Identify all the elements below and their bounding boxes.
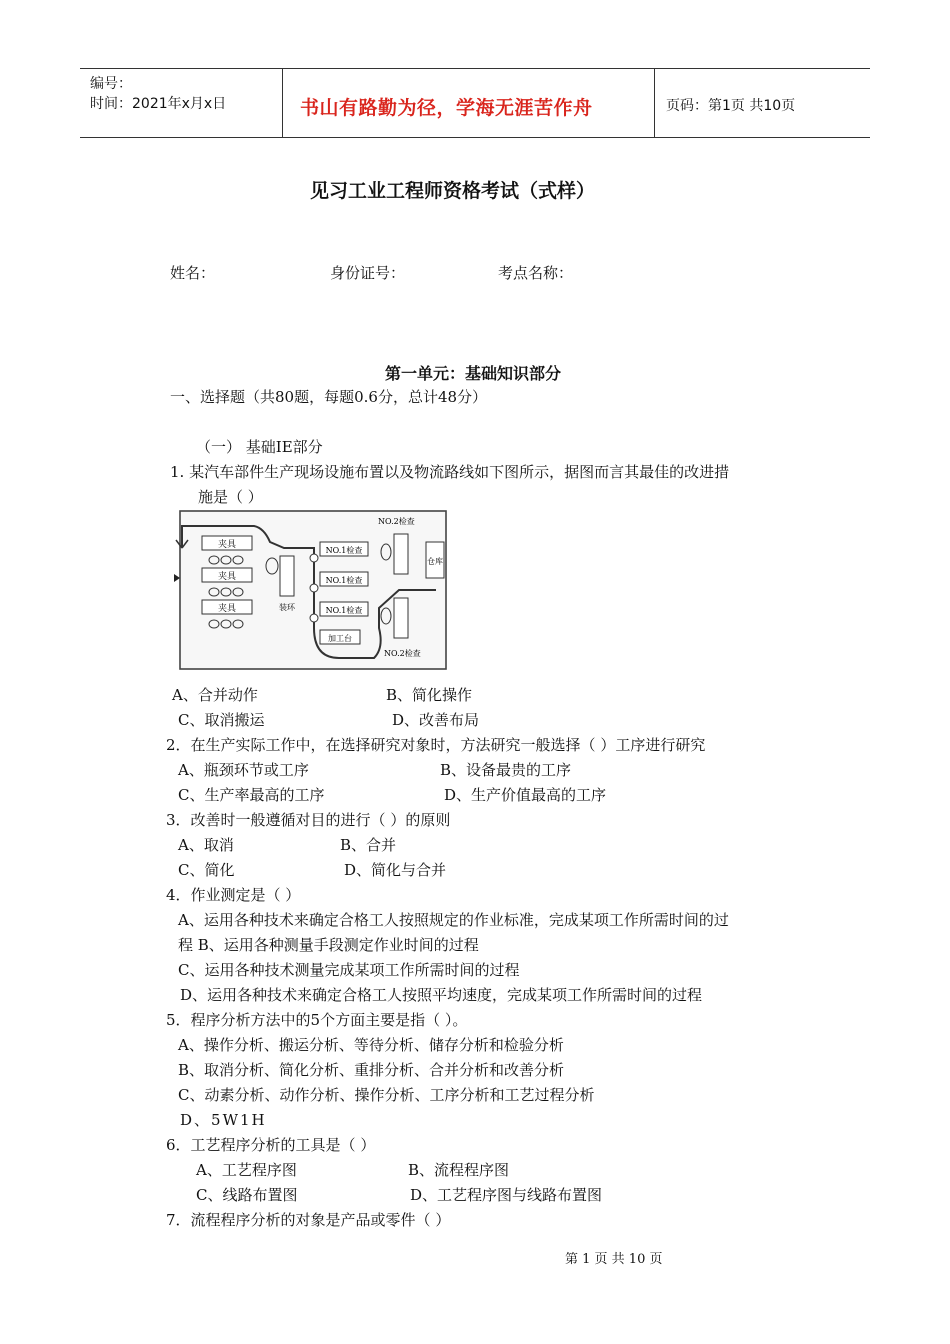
q3-option-d: D、简化与合并 — [344, 861, 447, 879]
header-divider — [282, 69, 283, 137]
layout-diagram — [174, 508, 452, 674]
section-intro: 一、选择题（共80题，每题0.6分，总计48分） — [170, 388, 488, 406]
field-id-label: 身份证号： — [330, 264, 406, 282]
question-1-line-2: 施是（ ） — [198, 488, 263, 506]
q1-option-a: A、合并动作 — [172, 686, 258, 704]
question-7: 7．流程程序分析的对象是产品或零件（ ） — [166, 1211, 451, 1229]
q4-option-c: C、运用各种技术测量完成某项工作所需时间的过程 — [178, 961, 520, 979]
storage-label: 仓库 — [427, 557, 443, 566]
q4-option-a-cont-b: 程 B、运用各种测量手段测定作业时间的过程 — [178, 936, 479, 954]
field-site-label: 考点名称： — [498, 264, 574, 282]
station-label: NO.1检查 — [325, 606, 363, 615]
q5-option-b: B、取消分析、简化分析、重排分析、合并分析和改善分析 — [178, 1061, 565, 1079]
unit-title: 第一单元：基础知识部分 — [385, 364, 562, 383]
q4-option-a: A、运用各种技术来确定合格工人按照规定的作业标准，完成某项工作所需时间的过 — [178, 911, 729, 929]
page-header — [80, 68, 870, 138]
q2-option-d: D、生产价值最高的工序 — [444, 786, 607, 804]
question-5: 5．程序分析方法中的5个方面主要是指（ ）。 — [166, 1011, 468, 1029]
document-title: 见习工业工程师资格考试（式样） — [310, 180, 596, 202]
q1-option-b: B、简化操作 — [386, 686, 473, 704]
page-footer: 第 1 页 共 10 页 — [565, 1252, 663, 1267]
q5-option-a: A、操作分析、搬运分析、等待分析、储存分析和检验分析 — [178, 1036, 564, 1054]
subsection-title: （一） 基础IE部分 — [196, 438, 323, 456]
question-2: 2．在生产实际工作中，在选择研究对象时，方法研究一般选择（ ）工序进行研究 — [166, 736, 706, 754]
question-6: 6．工艺程序分析的工具是（ ） — [166, 1136, 376, 1154]
no2-check-bottom-label: NO.2检查 — [384, 649, 421, 658]
q3-option-b: B、合并 — [340, 836, 397, 854]
question-4: 4．作业测定是（ ） — [166, 886, 301, 904]
q5-option-d: D、5W1H — [180, 1111, 267, 1129]
fixture-label: 夹具 — [217, 572, 237, 582]
q1-option-c: C、取消搬运 — [178, 711, 265, 729]
q4-option-d: D、运用各种技术来确定合格工人按照平均速度，完成某项工作所需时间的过程 — [180, 986, 703, 1004]
q2-option-c: C、生产率最高的工序 — [178, 786, 325, 804]
q6-option-a: A、工艺程序图 — [196, 1161, 297, 1179]
doc-number-label: 编号： — [90, 76, 132, 92]
q3-option-c: C、简化 — [178, 861, 235, 879]
field-name-label: 姓名： — [170, 264, 216, 282]
q2-option-a: A、瓶颈环节或工序 — [178, 761, 309, 779]
q2-option-b: B、设备最贵的工序 — [440, 761, 572, 779]
unit-label: 装环 — [279, 603, 295, 612]
station-label: 加工台 — [328, 634, 352, 643]
q6-option-d: D、工艺程序图与线路布置图 — [410, 1186, 603, 1204]
doc-time-label: 时间：2021年x月x日 — [90, 96, 227, 112]
question-1-line-1: 1. 某汽车部件生产现场设施布置以及物流路线如下图所示，据图而言其最佳的改进措 — [170, 463, 730, 481]
q6-option-c: C、线路布置图 — [196, 1186, 298, 1204]
header-page-info: 页码：第1页 共10页 — [666, 98, 796, 114]
fixture-label: 夹具 — [217, 604, 237, 614]
q6-option-b: B、流程程序图 — [408, 1161, 510, 1179]
station-label: NO.1检查 — [325, 576, 363, 585]
question-3: 3．改善时一般遵循对目的进行（ ）的原则 — [166, 811, 451, 829]
q5-option-c: C、动素分析、动作分析、操作分析、工序分析和工艺过程分析 — [178, 1086, 595, 1104]
no2-check-top-label: NO.2检查 — [378, 517, 415, 526]
fixture-label: 夹具 — [217, 540, 237, 550]
station-label: NO.1检查 — [325, 546, 363, 555]
q3-option-a: A、取消 — [178, 836, 234, 854]
header-motto: 书山有路勤为径，学海无涯苦作舟 — [300, 97, 593, 119]
header-divider — [654, 69, 655, 137]
q1-option-d: D、改善布局 — [392, 711, 480, 729]
